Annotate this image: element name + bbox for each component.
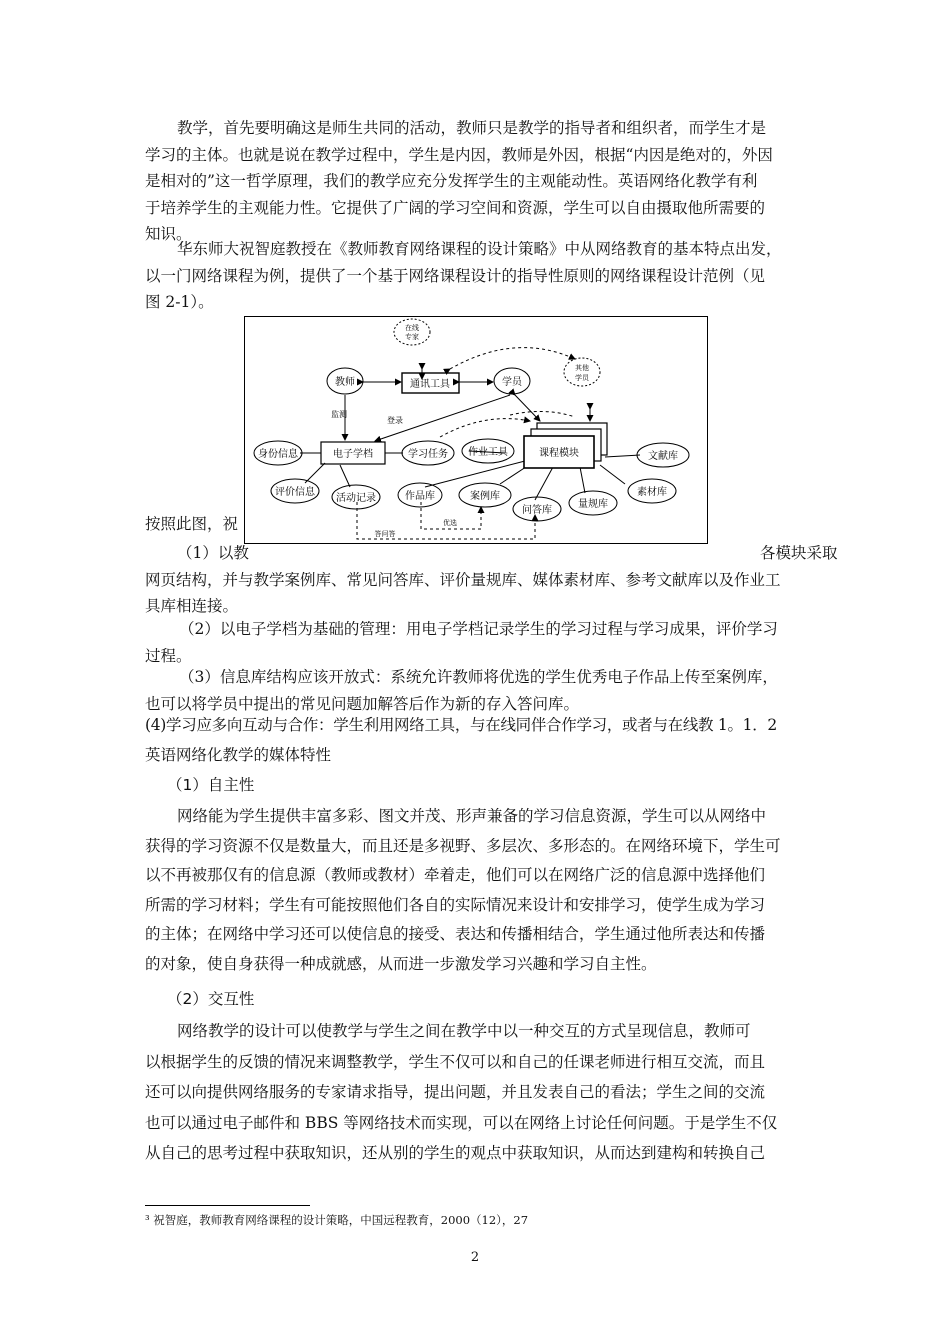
text-line: 还可以向提供网络服务的专家请求指导，提出问题，并且发表自己的看法；学生之间的交流: [145, 1083, 766, 1101]
item-4: [145, 712, 810, 739]
subheading: （1）自主性: [167, 776, 255, 794]
node-identity: 身份信息: [258, 449, 298, 460]
subheading: （2）交互性: [167, 990, 255, 1008]
text-line: 网络能为学生提供丰富多彩、图文并茂、形声兼备的学习信息资源，学生可以从网络中: [177, 807, 767, 825]
paragraph-interactivity: [145, 1016, 810, 1169]
text-line: 的主体；在网络中学习还可以使信息的接受、表达和传播相结合，学生通过他所表达和传播: [145, 925, 766, 943]
page-number: 2: [470, 1250, 480, 1265]
text-line: 于培养学生的主观能力性。它提供了广阔的学习空间和资源，学生可以自由摄取他所需要的: [145, 198, 766, 217]
text-line: 的对象，使自身获得一种成就感，从而进一步激发学习兴趣和学习自主性。: [145, 954, 657, 973]
node-qa: 问答库: [522, 505, 552, 516]
paragraph-autonomy: [145, 802, 810, 979]
text-line: 学习的主体。也就是说在教学过程中，学生是内因，教师是外因，根据“内因是绝对的，外因: [145, 145, 773, 164]
item-2: [145, 616, 810, 669]
node-material: 素材库: [637, 487, 667, 498]
node-student: 学员: [502, 377, 522, 388]
node-rubric: 量规库: [578, 499, 608, 510]
text-line: 以一门网络课程为例，提供了一个基于网络课程设计的指导性原则的网络课程设计范例（见: [145, 266, 766, 285]
item-3: [145, 664, 810, 717]
text-line: 华东师大祝智庭教授在《教师教育网络课程的设计策略》中从网络教育的基本特点出发，: [177, 240, 782, 258]
node-other-students-1: 其他: [575, 364, 589, 372]
subheading-2: [145, 986, 810, 1013]
subheading-1: [145, 772, 810, 799]
node-literature: 文献库: [648, 451, 678, 462]
footnote-rule: [145, 1205, 310, 1206]
item-1: [145, 540, 838, 620]
course-design-diagram: [244, 316, 708, 544]
section-heading: 英语网络化教学的媒体特性: [145, 746, 332, 764]
node-teacher: 教师: [335, 377, 355, 388]
node-homework-tools: 作业工具: [468, 447, 508, 458]
item-1-tail: 各模块采取: [760, 544, 838, 562]
text-line: （3）信息库结构应该开放式：系统允许教师将优选的学生优秀电子作品上传至案例库，: [179, 668, 778, 686]
paragraph-2: [145, 236, 810, 316]
text-line: 获得的学习资源不仅是数量大，而且还是多视野、多层次、多形态的。在网络环境下，学生可: [145, 836, 781, 855]
node-online-expert-1: 在线: [405, 324, 419, 332]
item-1-start: （1）以教: [177, 544, 249, 562]
node-course-module: 课程模块: [539, 448, 579, 459]
node-eportfolio: 电子学档: [333, 449, 373, 460]
text-line: 从自己的思考过程中获取知识，还从别的学生的观点中获取知识，从而达到建构和转换自己: [145, 1144, 766, 1162]
text-line: 教学，首先要明确这是师生共同的活动，教师只是教学的指导者和组织者，而学生才是: [177, 119, 767, 137]
text-line: 所需的学习材料；学生有可能按照他们各自的实际情况来设计和安排学习，使学生成为学习: [145, 895, 766, 914]
label-login: 登录: [387, 416, 403, 425]
text-line: 是相对的”这一哲学原理，我们的教学应充分发挥学生的主观能动性。英语网络化教学有利: [145, 172, 758, 190]
node-task: 学习任务: [408, 449, 448, 460]
node-other-students-2: 学员: [575, 374, 589, 382]
text-line: 也可以将学员中提出的常见问题加解答后作为新的存入答问库。: [145, 694, 580, 713]
label-supervise: 监测: [331, 410, 347, 419]
text-line: 图 2-1）。: [145, 293, 214, 311]
node-evaluation: 评价信息: [275, 487, 315, 498]
text-line: 以不再被那仅有的信息源（教师或教材）牵着走，他们可以在网络广泛的信息源中选择他们: [145, 866, 766, 884]
section-title: [145, 742, 810, 769]
text-line: 知识。: [145, 225, 192, 243]
text-line: 过程。: [145, 646, 192, 665]
text-line: 网络教学的设计可以使教学与学生之间在教学中以一种交互的方式呈现信息，教师可: [177, 1022, 751, 1040]
text-line: 网页结构，并与教学案例库、常见问答库、评价量规库、媒体素材库、参考文献库以及作业工: [145, 570, 781, 589]
label-select: 优选: [443, 519, 457, 527]
text-line: 以根据学生的反馈的情况来调整教学，学生不仅可以和自己的任课老师进行相互交流，而且: [145, 1052, 766, 1071]
node-works: 作品库: [405, 491, 435, 502]
text-line: （2）以电子学档为基础的管理：用电子学档记录学生的学习过程与学习成果，评价学习: [179, 620, 778, 638]
node-online-expert-2: 专家: [405, 333, 419, 341]
diagram-svg: [245, 317, 707, 543]
text-line: 也可以通过电子邮件和 BBS 等网络技术而实现，可以在网络上讨论任何问题。于是学生不仅: [145, 1113, 778, 1132]
footnote: ³ 祝智庭，教师教育网络课程的设计策略，中国远程教育，2000（12），27: [145, 1213, 529, 1227]
paragraph-1: [145, 115, 810, 248]
node-activity-log: 活动记录: [336, 493, 376, 504]
label-answer: 答问答: [374, 530, 396, 538]
node-cases: 案例库: [470, 491, 500, 502]
text-line: 具库相连接。: [145, 597, 239, 615]
text-line: (4)学习应多向互动与合作：学生利用网络工具，与在线同伴合作学习，或者与在线教 1。1．2: [145, 716, 777, 734]
text-line: 按照此图，祝: [145, 515, 239, 533]
node-comm-tools: 通讯工具: [410, 379, 450, 390]
